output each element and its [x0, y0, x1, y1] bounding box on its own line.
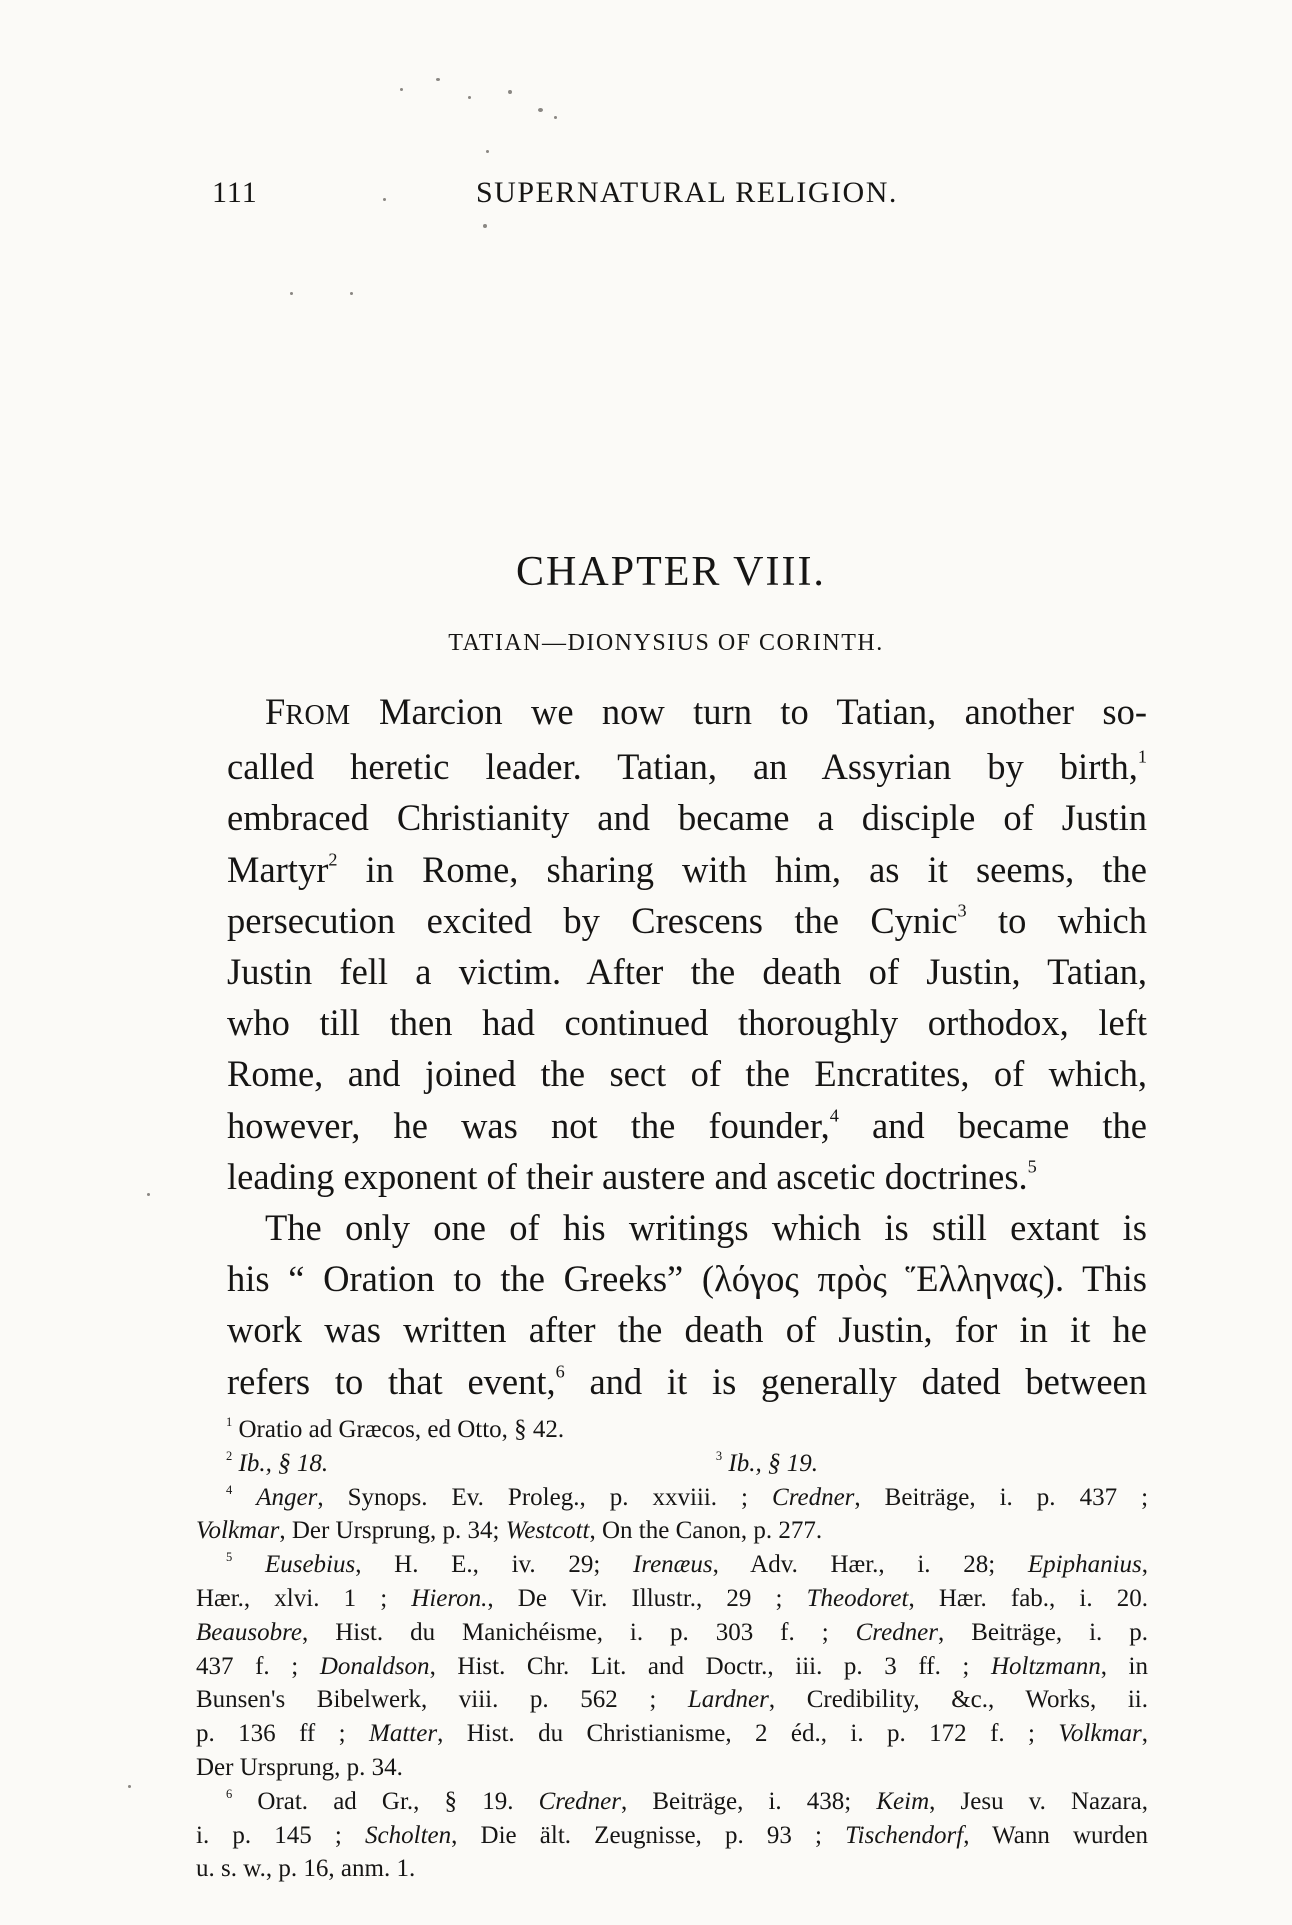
- print-speck: [383, 198, 386, 201]
- body-line: Justin fell a victim. After the death of Justin, Tatian,: [227, 951, 1147, 993]
- body-line: work was written after the death of Justin, for in it he: [227, 1309, 1147, 1351]
- footnote-4: $^4$ Anger, Synops. Ev. Proleg., p. xxviii. ; Credner, Beiträge, i. p. 437 ;: [226, 1482, 1149, 1511]
- footnote-ref[interactable]: 4: [829, 1105, 839, 1126]
- print-speck: [147, 1193, 150, 1196]
- page-number: 111: [212, 176, 258, 209]
- print-speck: [486, 150, 489, 153]
- print-speck: [508, 90, 512, 94]
- footnote-2: $^2$ Ib., § 18.: [226, 1448, 329, 1477]
- footnote-4-cont: Volkmar, Der Ursprung, p. 34; Westcott, On the Canon, p. 277.: [196, 1517, 823, 1545]
- footnote-5-line: Hær., xlvi. 1 ; Hieron., De Vir. Illustr., 29 ; Theodoret, Hær. fab., i. 20.: [196, 1584, 1148, 1612]
- body-line: refers to that event,$^6$ and it is generally dated between: [227, 1360, 1147, 1402]
- print-speck: [483, 224, 487, 228]
- footnote-ref[interactable]: 5: [1027, 1156, 1037, 1177]
- body-line: leading exponent of their austere and ascetic doctrines.$^5$: [227, 1155, 1037, 1197]
- footnote-5-line: Beausobre, Hist. du Manichéisme, i. p. 303 f. ; Credner, Beiträge, i. p.: [196, 1618, 1148, 1646]
- footnote-6: $^6$ Orat. ad Gr., § 19. Credner, Beiträge, i. 438; Keim, Jesu v. Nazara,: [226, 1786, 1149, 1815]
- print-speck: [468, 96, 471, 99]
- chapter-subtitle: TATIAN—DIONYSIUS OF CORINTH.: [448, 630, 884, 656]
- footnotes: [196, 1413, 1148, 1886]
- body-line: his “ Oration to the Greeks” (λόγος πρὸς Ἕλληνας). This: [227, 1258, 1147, 1300]
- footnote-6-line: i. p. 145 ; Scholten, Die ält. Zeugnisse, p. 93 ; Tischendorf, Wann wurden: [196, 1821, 1148, 1849]
- body-line: Martyr$^2$ in Rome, sharing with him, as it seems, the: [227, 848, 1147, 890]
- footnote-1: $^1$ Oratio ad Græcos, ed Otto, § 42.: [226, 1414, 565, 1443]
- footnote-5-line: Bunsen's Bibelwerk, viii. p. 562 ; Lardner, Credibility, &c., Works, ii.: [196, 1686, 1148, 1714]
- footnote-row: [196, 1447, 1148, 1481]
- footnote-6-line: u. s. w., p. 16, anm. 1.: [196, 1855, 416, 1883]
- print-speck: [436, 78, 440, 81]
- footnote-5: $^5$ Eusebius, H. E., iv. 29; Irenæus, Adv. Hær., i. 28; Epiphanius,: [226, 1549, 1149, 1579]
- chapter-title: CHAPTER VIII.: [516, 549, 826, 595]
- footnote-3: $^3$ Ib., § 19.: [715, 1448, 818, 1477]
- footnote-ref[interactable]: 3: [957, 900, 967, 921]
- body-line: Rome, and joined the sect of the Encratites, of which,: [227, 1053, 1147, 1095]
- body-line: FROM Marcion we now turn to Tatian, another so-: [265, 691, 1147, 732]
- print-speck: [350, 292, 353, 295]
- footnote-ref[interactable]: 1: [1137, 746, 1147, 767]
- drop-word: FROM: [265, 691, 351, 732]
- footnote-ref[interactable]: 2: [328, 849, 338, 870]
- body-line: however, he was not the founder,$^4$ and became the: [227, 1104, 1148, 1146]
- print-speck: [538, 108, 543, 112]
- body-line: called heretic leader. Tatian, an Assyrian by birth,$^1$: [227, 746, 1147, 788]
- body-line: The only one of his writings which is still extant is: [265, 1207, 1147, 1249]
- footnote-5-line: 437 f. ; Donaldson, Hist. Chr. Lit. and Doctr., iii. p. 3 ff. ; Holtzmann, in: [196, 1652, 1148, 1680]
- body-line: embraced Christianity and became a disciple of Justin: [227, 797, 1147, 839]
- body-text: [227, 686, 1147, 1407]
- body-line: who till then had continued thoroughly orthodox, left: [227, 1002, 1147, 1044]
- print-speck: [554, 116, 557, 119]
- body-line: persecution excited by Crescens the Cynic$^3$ to which: [227, 899, 1147, 941]
- print-speck: [400, 88, 403, 91]
- footnote-ref[interactable]: 6: [555, 1361, 565, 1382]
- print-speck: [128, 1785, 131, 1788]
- footnote-5-line: Der Ursprung, p. 34.: [196, 1753, 403, 1781]
- print-speck: [290, 292, 293, 295]
- footnote-5-line: p. 136 ff ; Matter, Hist. du Christianisme, 2 éd., i. p. 172 f. ; Volkmar,: [196, 1720, 1148, 1748]
- running-title: SUPERNATURAL RELIGION.: [476, 176, 898, 209]
